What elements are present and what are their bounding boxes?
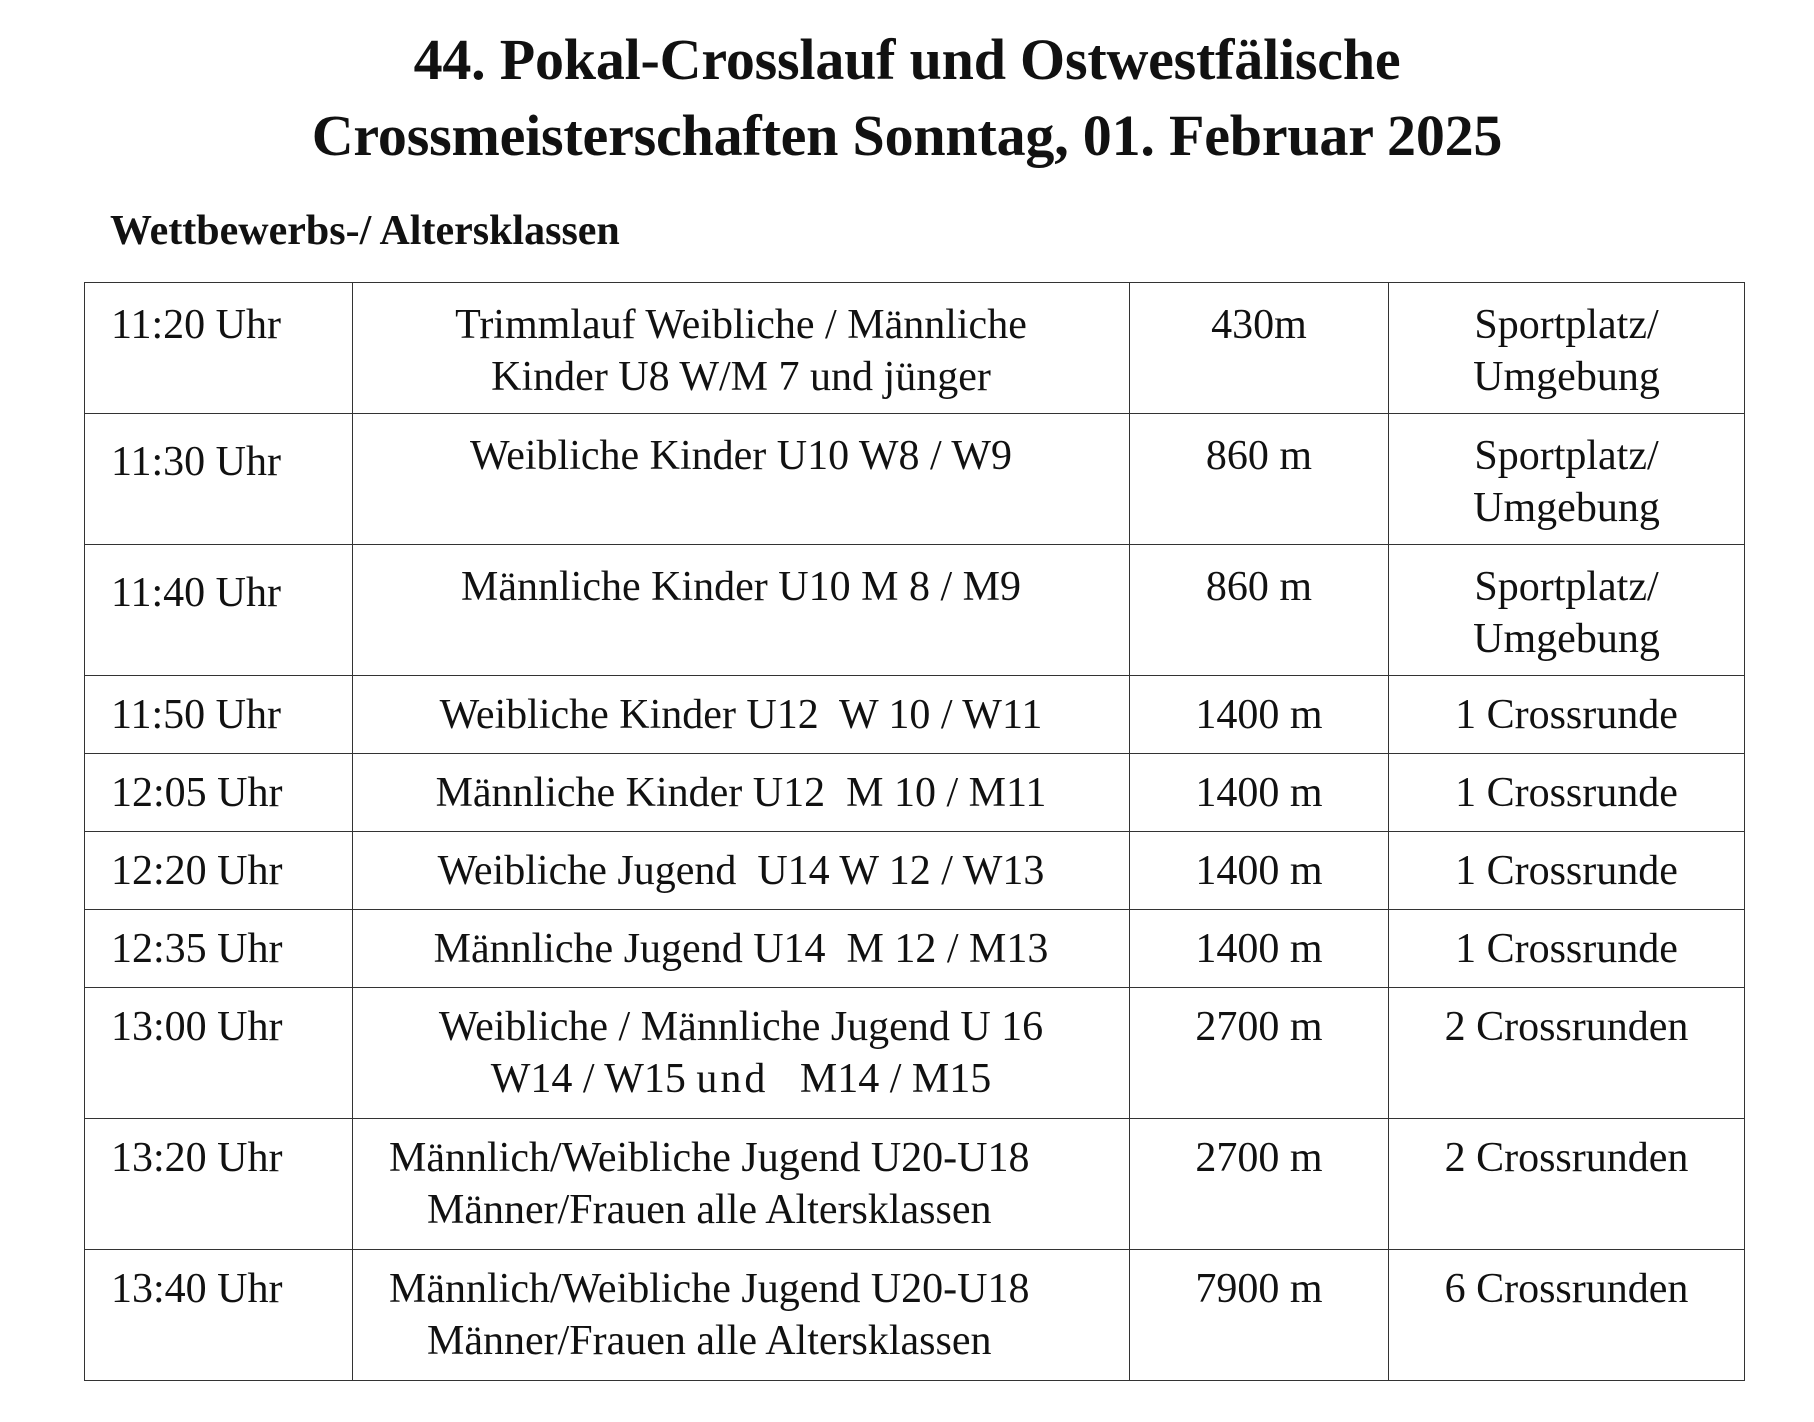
start-time: 13:00 Uhr [85,988,353,1119]
course [1389,832,1745,910]
race-class [353,1119,1130,1250]
distance: 2700 m [1130,988,1389,1119]
distance: 430m [1130,283,1389,414]
race-class [353,676,1130,754]
race-class-line-1: Männliche Kinder U10 M 8 / M9 [461,564,1021,610]
course [1389,988,1745,1119]
race-class-line-1: Weibliche Jugend U14 W 12 / W13 [437,848,1045,894]
course [1389,754,1745,832]
race-class-line-1: Trimmlauf Weibliche / Männliche [455,302,1027,348]
table-row [85,988,1745,1119]
distance: 7900 m [1130,1250,1389,1381]
start-time: 13:20 Uhr [85,1119,353,1250]
distance: 1400 m [1130,754,1389,832]
section-subtitle: Wettbewerbs-/ Altersklassen [110,208,620,254]
course [1389,1119,1745,1250]
course-line-1: 2 Crossrunden [1444,1004,1689,1050]
race-class [353,545,1130,676]
race-class-line-2 [353,1053,1129,1105]
start-time: 13:40 Uhr [85,1250,353,1381]
race-class-line-2: Kinder U8 W/M 7 und jünger [491,354,991,400]
course-line-1: 1 Crossrunde [1455,848,1678,894]
table-row [85,1250,1745,1381]
table-row [85,676,1745,754]
race-class-line-1: Weibliche / Männliche Jugend U 16 [438,1004,1044,1050]
race-class-line-1: Weibliche Kinder U10 W8 / W9 [469,433,1013,479]
course [1389,414,1745,545]
race-class-conjunction: und [696,1056,769,1102]
course-line-2: Umgebung [1473,616,1660,662]
course [1389,1250,1745,1381]
race-class-line-1: Männlich/Weibliche Jugend U20-U18 [389,1135,1030,1181]
start-time: 12:20 Uhr [85,832,353,910]
course [1389,676,1745,754]
distance: 860 m [1130,545,1389,676]
course-line-1: 2 Crossrunden [1444,1135,1689,1181]
title-line-1: 44. Pokal-Crosslauf und Ostwestfälische [413,27,1401,92]
start-time: 11:50 Uhr [85,676,353,754]
race-class-part-c: M14 / M15 [799,1056,992,1102]
course-line-1: 1 Crossrunde [1455,926,1678,972]
race-class [353,988,1130,1119]
course-line-1: Sportplatz/ [1474,433,1659,479]
race-class [353,754,1130,832]
start-time: 12:35 Uhr [85,910,353,988]
race-class-line-1: Männlich/Weibliche Jugend U20-U18 [389,1266,1030,1312]
distance: 1400 m [1130,910,1389,988]
race-class [353,910,1130,988]
race-class [353,832,1130,910]
start-time: 11:40 Uhr [85,545,353,676]
start-time: 11:30 Uhr [85,414,353,545]
schedule-table [84,282,1745,1381]
table-row [85,832,1745,910]
race-class [353,283,1130,414]
distance: 1400 m [1130,832,1389,910]
course [1389,910,1745,988]
table-row [85,545,1745,676]
distance: 860 m [1130,414,1389,545]
race-class [353,1250,1130,1381]
race-class-line-1: Männliche Kinder U12 M 10 / M11 [435,770,1047,816]
distance: 2700 m [1130,1119,1389,1250]
start-time: 12:05 Uhr [85,754,353,832]
race-class-line-1: Weibliche Kinder U12 W 10 / W11 [439,692,1043,738]
table-row [85,754,1745,832]
course-line-1: 1 Crossrunde [1455,770,1678,816]
race-class [353,414,1130,545]
title-line-2: Crossmeisterschaften Sonntag, 01. Februar 2025 [311,103,1503,168]
race-class-line-2: Männer/Frauen alle Altersklassen [427,1187,992,1233]
course-line-2: Umgebung [1473,485,1660,531]
course-line-2: Umgebung [1473,354,1660,400]
course [1389,545,1745,676]
table-row [85,414,1745,545]
table-row [85,283,1745,414]
table-row [85,910,1745,988]
race-class-line-1: Männliche Jugend U14 M 12 / M13 [433,926,1049,972]
course-line-1: 1 Crossrunde [1455,692,1678,738]
table-row [85,1119,1745,1250]
course-line-1: Sportplatz/ [1474,564,1659,610]
page-title [0,22,1814,174]
race-class-part-a: W14 / W15 [490,1056,686,1102]
race-class-line-2: Männer/Frauen alle Altersklassen [427,1318,992,1364]
course [1389,283,1745,414]
course-line-1: 6 Crossrunden [1444,1266,1689,1312]
course-line-1: Sportplatz/ [1474,302,1659,348]
distance: 1400 m [1130,676,1389,754]
start-time: 11:20 Uhr [85,283,353,414]
